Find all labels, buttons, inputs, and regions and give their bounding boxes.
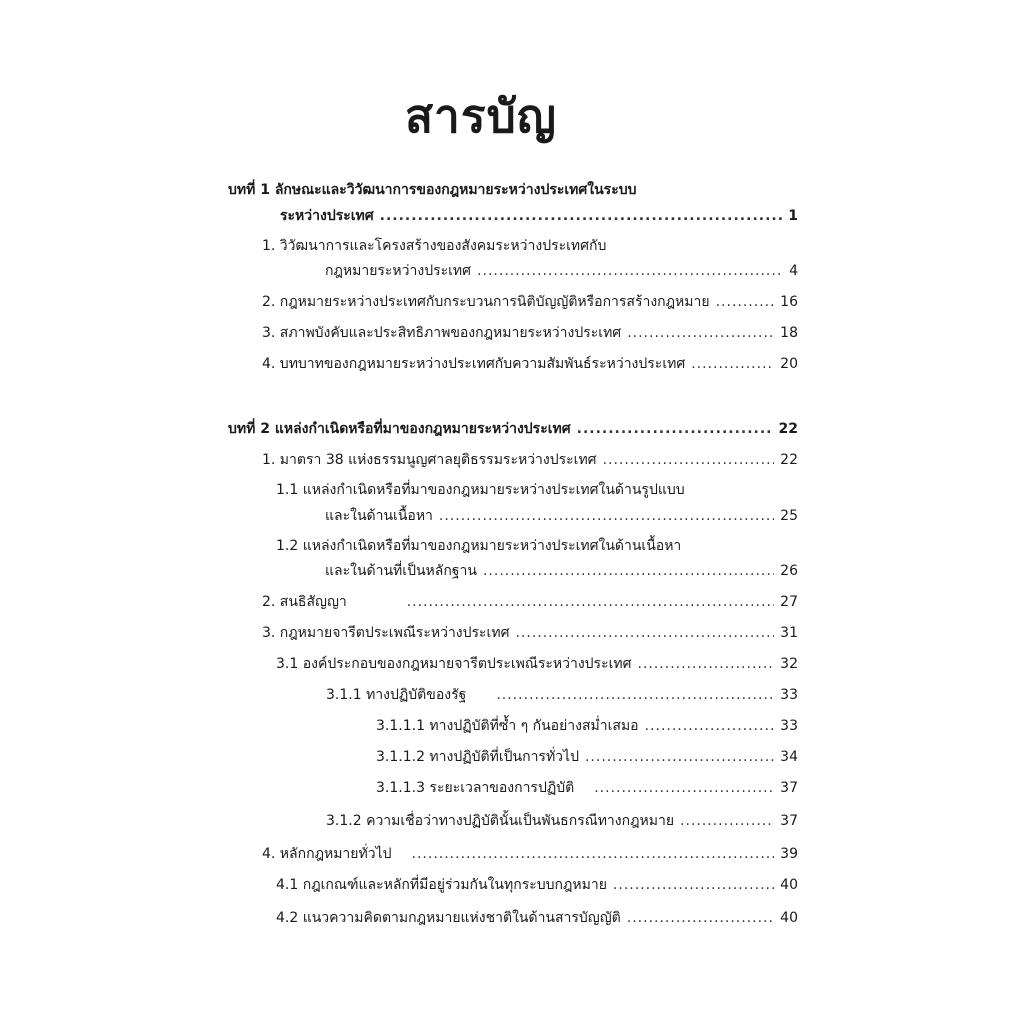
toc-page-number: 39 xyxy=(780,846,798,862)
dot-leader xyxy=(691,354,774,374)
toc-entry-title: 4.1 กฎเกณฑ์และหลักที่มีอยู่ร่วมกันในทุกระบบกฎหมาย xyxy=(276,877,607,893)
toc-page-number: 1 xyxy=(788,208,798,224)
toc-entry-title: 2. กฎหมายระหว่างประเทศกับกระบวนการนิติบัญญัติหรือการสร้างกฎหมาย xyxy=(262,294,710,310)
toc-entry-title: 3.1.1.1 ทางปฏิบัติที่ซ้ำ ๆ กันอย่างสม่ำเสมอ xyxy=(376,718,639,734)
dot-leader xyxy=(638,654,775,674)
dot-leader xyxy=(496,685,774,705)
dot-leader xyxy=(613,875,774,895)
toc-entry[interactable] xyxy=(262,623,798,643)
toc-entry-title: 3.1.2 ความเชื่อว่าทางปฏิบัตินั้นเป็นพันธกรณีทางกฎหมาย xyxy=(326,813,675,829)
toc-entry[interactable] xyxy=(276,654,798,674)
toc-entry-title: บทที่ 2 แหล่งกำเนิดหรือที่มาของกฎหมายระหว่างประเทศ xyxy=(228,421,571,437)
toc-entry-title: 4. บทบาทของกฎหมายระหว่างประเทศกับความสัมพันธ์ระหว่างประเทศ xyxy=(262,356,686,372)
toc-entry[interactable] xyxy=(276,908,798,928)
dot-leader xyxy=(439,506,774,526)
toc-entry-title: กฎหมายระหว่างประเทศ xyxy=(325,263,472,279)
toc-entry[interactable] xyxy=(325,261,798,281)
toc-entry-title: 3. สภาพบังคับและประสิทธิภาพของกฎหมายระหว่างประเทศ xyxy=(262,325,622,341)
dot-leader xyxy=(585,747,774,767)
toc-entry[interactable] xyxy=(262,354,798,374)
dot-leader xyxy=(627,323,774,343)
toc-page-number: 31 xyxy=(780,625,798,641)
dot-leader xyxy=(380,206,783,226)
toc-entry[interactable] xyxy=(262,592,798,612)
dot-leader xyxy=(645,716,775,736)
toc-entry[interactable] xyxy=(262,450,798,470)
toc-entry-title: และในด้านเนื้อหา xyxy=(325,508,433,524)
toc-page-number: 18 xyxy=(780,325,798,341)
toc-entry[interactable] xyxy=(280,206,798,226)
toc-entry-title: 4. หลักกฎหมายทั่วไป xyxy=(262,846,392,862)
toc-entry-line1: 1. วิวัฒนาการและโครงสร้างของสังคมระหว่างประเทศกับ xyxy=(262,238,607,254)
dot-leader xyxy=(594,778,774,798)
page-title: สารบัญ xyxy=(404,89,557,143)
toc-page-number: 27 xyxy=(780,594,798,610)
dot-leader xyxy=(680,811,774,831)
toc-page-number: 4 xyxy=(789,263,798,279)
toc-entry[interactable] xyxy=(326,811,798,831)
toc-entry-line1: 1.2 แหล่งกำเนิดหรือที่มาของกฎหมายระหว่างประเทศในด้านเนื้อหา xyxy=(276,538,682,554)
toc-page-number: 33 xyxy=(780,687,798,703)
toc-entry[interactable] xyxy=(376,716,798,736)
toc-entry-title: และในด้านที่เป็นหลักฐาน xyxy=(325,563,477,579)
toc-entry[interactable] xyxy=(326,685,798,705)
toc-page-number: 40 xyxy=(780,910,798,926)
toc-page-number: 37 xyxy=(780,813,798,829)
toc-page-number: 34 xyxy=(780,749,798,765)
toc-page-number: 20 xyxy=(780,356,798,372)
dot-leader xyxy=(477,261,783,281)
toc-page-number: 33 xyxy=(780,718,798,734)
toc-entry-title: 2. สนธิสัญญา xyxy=(262,594,347,610)
toc-entry-title: 1. มาตรา 38 แห่งธรรมนูญศาลยุติธรรมระหว่างประเทศ xyxy=(262,452,597,468)
toc-page-number: 16 xyxy=(780,294,798,310)
toc-entry-title: 3. กฎหมายจารีตประเพณีระหว่างประเทศ xyxy=(262,625,510,641)
dot-leader xyxy=(716,292,775,312)
toc-page-number: 22 xyxy=(778,421,798,437)
toc-page-number: 26 xyxy=(780,563,798,579)
toc-entry[interactable] xyxy=(325,561,798,581)
dot-leader xyxy=(483,561,774,581)
toc-entry-line1: 1.1 แหล่งกำเนิดหรือที่มาของกฎหมายระหว่างประเทศในด้านรูปแบบ xyxy=(276,482,685,498)
toc-entry[interactable] xyxy=(376,778,798,798)
toc-page-number: 40 xyxy=(780,877,798,893)
dot-leader xyxy=(515,623,774,643)
toc-chapter[interactable] xyxy=(228,419,798,439)
toc-entry-title: 3.1 องค์ประกอบของกฎหมายจารีตประเพณีระหว่างประเทศ xyxy=(276,656,632,672)
dot-leader xyxy=(407,592,774,612)
toc-entry[interactable] xyxy=(276,875,798,895)
toc-chapter-1-line1: บทที่ 1 ลักษณะและวิวัฒนาการของกฎหมายระหว่างประเทศในระบบ xyxy=(228,182,637,198)
dot-leader xyxy=(412,844,775,864)
toc-entry[interactable] xyxy=(325,506,798,526)
toc-page-number: 25 xyxy=(780,508,798,524)
toc-entry-title: 3.1.1 ทางปฏิบัติของรัฐ xyxy=(326,687,467,703)
toc-page-number: 22 xyxy=(780,452,798,468)
toc-entry-title: 3.1.1.2 ทางปฏิบัติที่เป็นการทั่วไป xyxy=(376,749,579,765)
toc-entry[interactable] xyxy=(262,844,798,864)
toc-entry-title: ระหว่างประเทศ xyxy=(280,208,374,224)
toc-page-number: 32 xyxy=(780,656,798,672)
dot-leader xyxy=(577,419,773,439)
toc-entry[interactable] xyxy=(262,292,798,312)
toc-entry[interactable] xyxy=(262,323,798,343)
dot-leader xyxy=(627,908,774,928)
toc-entry-title: 4.2 แนวความคิดตามกฎหมายแห่งชาติในด้านสารบัญญัติ xyxy=(276,910,621,926)
dot-leader xyxy=(603,450,775,470)
toc-entry[interactable] xyxy=(376,747,798,767)
toc-entry-title: 3.1.1.3 ระยะเวลาของการปฏิบัติ xyxy=(376,780,575,796)
toc-page-number: 37 xyxy=(780,780,798,796)
